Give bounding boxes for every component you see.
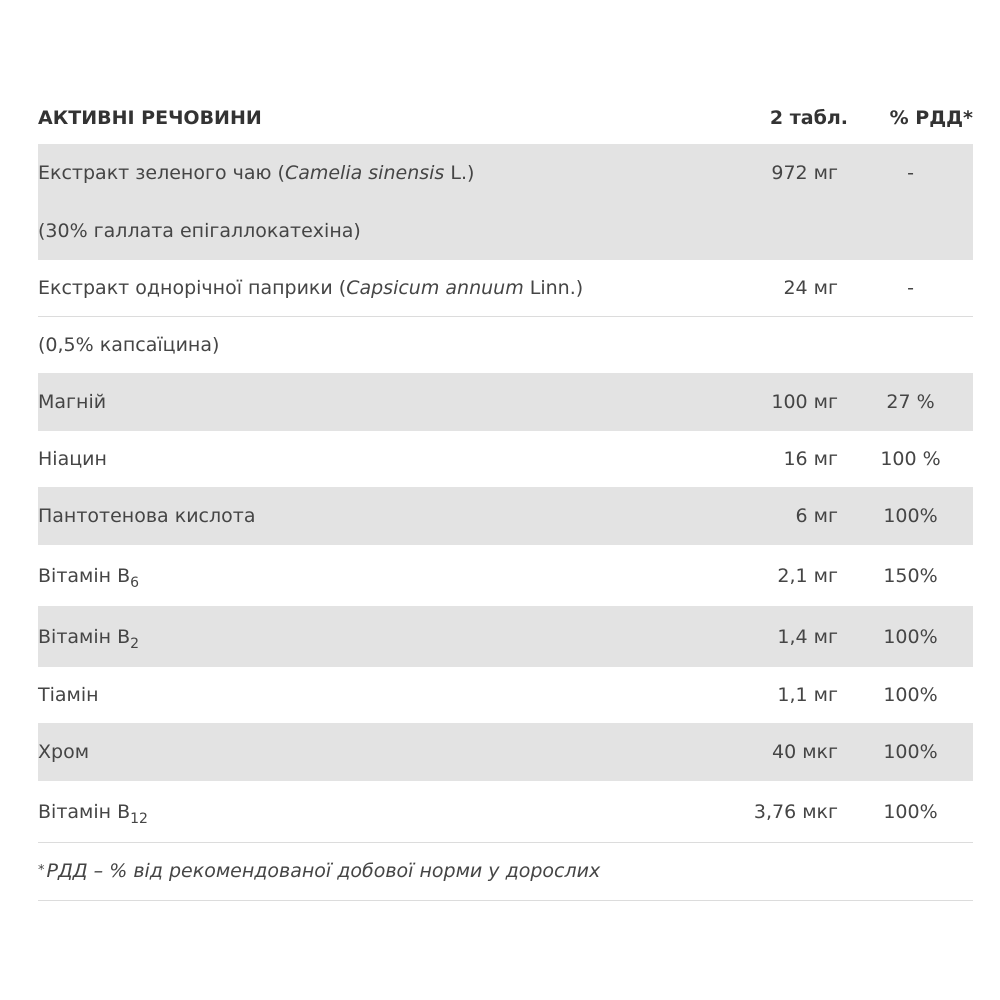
row-name: Вітамін $B_2$ [38, 625, 140, 652]
subscript: 2 [130, 635, 140, 652]
row-rda: - [907, 277, 914, 299]
table-row-paprika [38, 260, 973, 317]
row-amount: 40 мкг [771, 741, 838, 763]
table-row-green-tea-note [38, 202, 973, 260]
row-amount: 6 мг [795, 505, 838, 527]
row-name: Екстракт зеленого чаю (Camelia sinensis L.) [38, 162, 475, 184]
header-rda: % РДД* [889, 107, 973, 129]
header-active-substances: АКТИВНІ РЕЧОВИНИ [38, 107, 262, 129]
latin-name: Camelia sinensis [284, 162, 445, 184]
subscript: 6 [130, 574, 140, 591]
table-row-chromium [38, 723, 973, 781]
row-name: Хром [38, 741, 90, 763]
row-rda: 100% [883, 625, 938, 648]
table-row-paprika-note [38, 317, 973, 373]
row-amount: 3,76 мкг [753, 800, 838, 823]
table-row-niacin [38, 431, 973, 487]
table-row-vitamin-b2 [38, 606, 973, 667]
header-amount: 2 табл. [769, 107, 848, 129]
row-name: Вітамін $B_6$ [38, 564, 140, 591]
row-name: Вітамін $B_{12}$ [38, 800, 148, 827]
table-row-pantothenic-acid [38, 487, 973, 545]
row-rda: 100% [883, 505, 938, 527]
table-row-thiamine [38, 667, 973, 723]
footnote: * РДД – % від рекомендованої добової норми у дорослих [38, 842, 973, 901]
row-amount: 24 мг [783, 277, 838, 299]
row-amount: 100 мг [771, 391, 838, 413]
row-name: Екстракт однорічної паприки (Capsicum annuum Linn.) [38, 277, 584, 299]
table-header [38, 92, 973, 144]
row-name: (0,5% капсаїцина) [38, 334, 220, 356]
row-amount: 1,1 мг [777, 684, 838, 706]
table-row-vitamin-b12 [38, 781, 973, 843]
table-body [38, 144, 973, 843]
row-rda: - [907, 162, 914, 184]
row-amount: 16 мг [783, 448, 838, 470]
row-amount: 972 мг [771, 162, 838, 184]
footnote-text: РДД – % від рекомендованої добової норми у дорослих [46, 860, 601, 882]
row-amount: 1,4 мг [777, 625, 838, 648]
row-name: Магній [38, 391, 107, 413]
latin-name: Capsicum annuum [346, 277, 524, 299]
row-name: Ніацин [38, 448, 107, 470]
table-row-vitamin-b6 [38, 545, 973, 606]
table-row-magnesium [38, 373, 973, 431]
row-name: (30% галлата епігаллокатехіна) [38, 220, 361, 242]
row-rda: 100% [883, 800, 938, 823]
row-name: Пантотенова кислота [38, 505, 256, 527]
row-rda: 100% [883, 741, 938, 763]
row-rda: 150% [883, 564, 938, 587]
row-amount: 2,1 мг [777, 564, 838, 587]
table-row-green-tea [38, 144, 973, 202]
row-rda: 100 % [880, 448, 941, 470]
row-rda: 27 % [886, 391, 935, 413]
row-rda: 100% [883, 684, 938, 706]
row-name: Тіамін [38, 684, 99, 706]
subscript: 12 [130, 810, 148, 827]
